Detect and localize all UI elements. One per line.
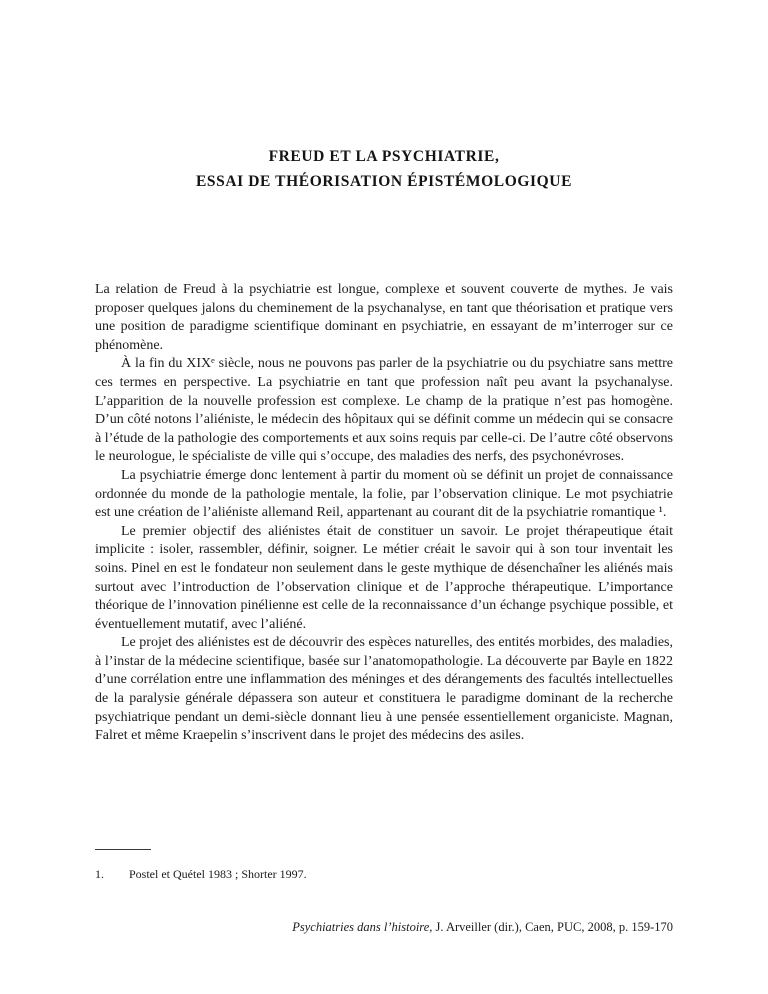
title-line-2: ESSAI DE THÉORISATION ÉPISTÉMOLOGIQUE [195,173,573,190]
paragraph: Le projet des aliénistes est de découvrir des espèces naturelles, des entités morbides, des maladies, à l’instar de la médecine scientifique, basée sur l’anatomopathologie. La découverte par Bayle en 1822 d’une corrélation entre une inflammation des méninges et des dérangements des facultés intellectuelles de la paralysie générale dépassera son auteur et constituera le paradigme dominant de la recherche psychiatrique pendant un demi-siècle donnant lieu à une pensée essentiellement organiciste. Magnan, Falret et même Kraepelin s’inscrivent dans le projet des médecins des asiles. [95,635,673,744]
paragraph: La relation de Freud à la psychiatrie est longue, complexe et souvent couverte de mythes. Je vais proposer quelques jalons du cheminement de la psychanalyse, en tant que théorisation et pratique vers une position de paradigme scientifique dominant en psychiatrie, en essayant de m’interroger sur ce phénomène. [95,282,673,353]
page-title [0,144,768,194]
footnote-number: 1. [95,867,104,881]
article-body [95,281,673,746]
paragraph: À la fin du XIXᵉ siècle, nous ne pouvons pas parler de la psychiatrie ou du psychiatre sans mettre ces termes en perspective. La psychiatrie en tant que profession naît peu avant la psychanalyse. L’apparition de la nouvelle profession est complexe. Le champ de la pratique n’est pas homogène. D’un côté notons l’aliéniste, le médecin des hôpitaux qui se définit comme un médecin qui se consacre à l’étude de la pathologie des comportements et aux soins requis par celle-ci. De l’autre côté observons le neurologue, le spécialiste de ville qui s’occupe, des maladies des nerfs, des psychonévroses. [95,356,673,465]
footer-citation [95,920,673,935]
footnote-text: Postel et Quétel 1983 ; Shorter 1997. [129,867,307,881]
footer-book-title: Psychiatries dans l’histoire [292,920,430,934]
footnote-separator-rule [95,849,151,850]
footnote [95,867,673,882]
footer-citation-rest: , J. Arveiller (dir.), Caen, PUC, 2008, p. 159-170 [429,920,673,934]
paragraph: La psychiatrie émerge donc lentement à partir du moment où se définit un projet de connaissance ordonnée du monde de la pathologie mentale, la folie, par l’observation clinique. Le mot psychiatrie est une création de l’aliéniste allemand Reil, appartenant au courant dit de la psychiatrie romantique ¹. [95,467,673,521]
title-line-1: FREUD ET LA PSYCHIATRIE, [268,148,500,165]
footnote-area [95,849,673,882]
paragraph: Le premier objectif des aliénistes était de constituer un savoir. Le projet thérapeutique était implicite : isoler, rassembler, définir, soigner. Le métier créait le savoir qui à son tour inventait les soins. Pinel en est le fondateur non seulement dans le geste mythique de désenchaîner les aliénés mais surtout avec l’introduction de l’observation clinique et de l’approche thérapeutique. L’importance théorique de l’innovation pinélienne est celle de la reconnaissance d’un échange psychique possible, et éventuellement mutatif, avec l’aliéné. [95,523,673,632]
